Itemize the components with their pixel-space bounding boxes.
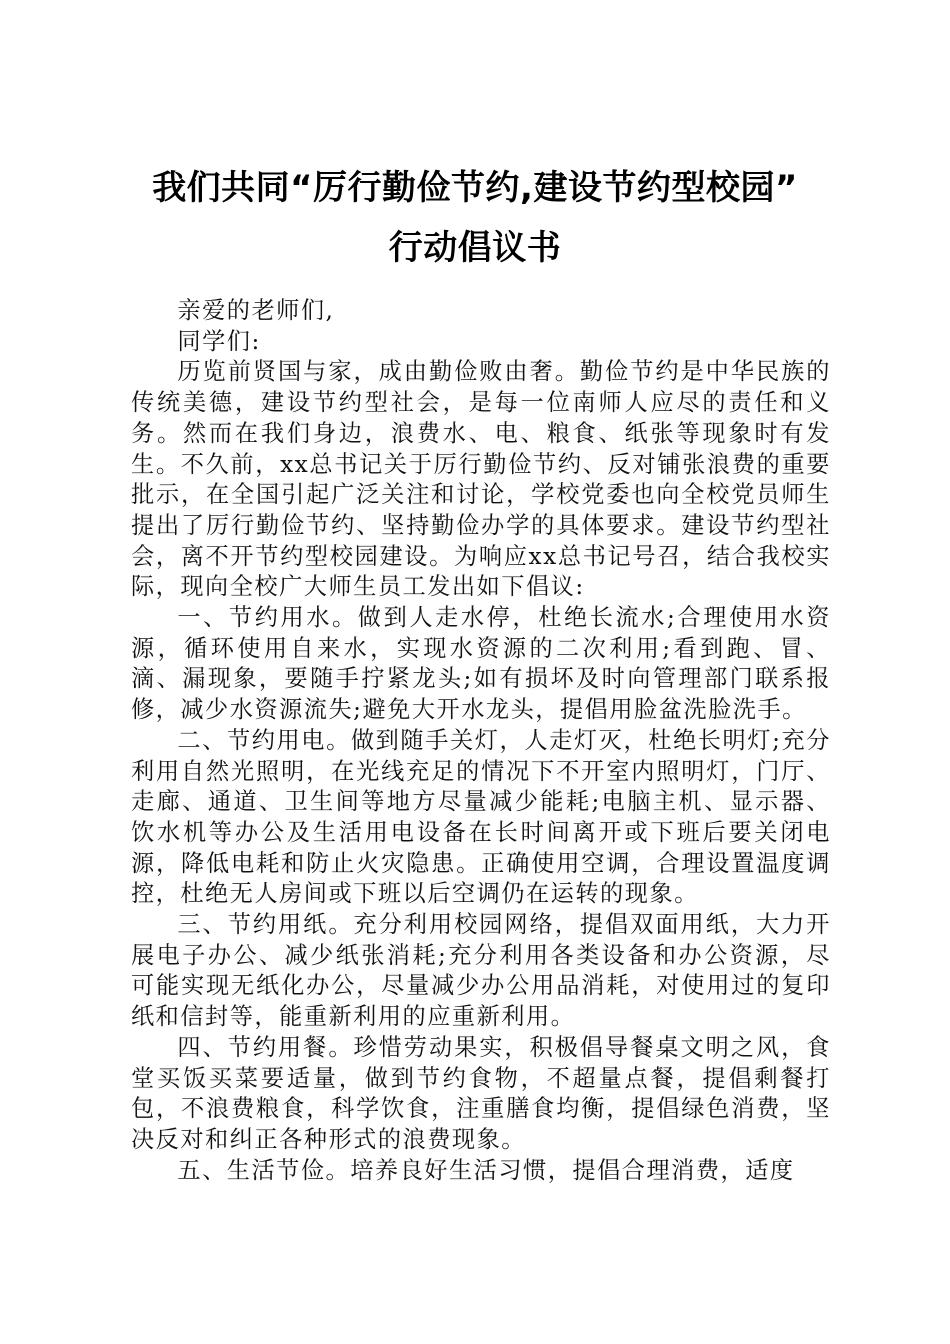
- document-title-line-2: 行动倡议书: [388, 228, 562, 268]
- paragraph-intro: 历览前贤国与家，成由勤俭败由奢。勤俭节约是中华民族的传统美德，建设节约型社会，是每一位南师人应尽的责任和义务。然而在我们身边，浪费水、电、粮食、纸张等现象时有发生。不久前，xx总书记关于厉行勤俭节约、反对铺张浪费的重要批示，在全国引起广泛关注和讨论，学校党委也向全校党员师生提出了厉行勤俭节约、坚持勤俭办学的具体要求。建设节约型社会，离不开节约型校园建设。为响应xx总书记号召，结合我校实际，现向全校广大师生员工发出如下倡议:: [131, 358, 831, 601]
- greeting-line-1: 亲爱的老师们,: [177, 297, 335, 324]
- paragraph-save-electricity: 二、节约用电。做到随手关灯，人走灯灭，杜绝长明灯;充分利用自然光照明，在光线充足的情况下不开室内照明灯，门厅、走廊、通道、卫生间等地方尽量减少能耗;电脑主机、显示器、饮水机等办公及生活用电设备在长时间离开或下班后要关闭电源，降低电耗和防止火灾隐患。正确使用空调，合理设置温度调控，杜绝无人房间或下班以后空调仍在运转的现象。: [131, 726, 831, 908]
- paragraph-frugal-living: 五、生活节俭。培养良好生活习惯，提倡合理消费，适度: [177, 1156, 795, 1184]
- paragraph-save-water: 一、节约用水。做到人走水停，杜绝长流水;合理使用水资源，循环使用自来水，实现水资源的二次利用;看到跑、冒、滴、漏现象，要随手拧紧龙头;如有损坏及时向管理部门联系报修，减少水资源流失;避免大开水龙头，提倡用脸盆洗脸洗手。: [131, 604, 831, 724]
- paragraph-save-paper: 三、节约用纸。充分利用校园网络，提倡双面用纸，大力开展电子办公、减少纸张消耗;充分利用各类设备和办公资源，尽可能实现无纸化办公，尽量减少办公用品消耗，对使用过的复印纸和信封等，能重新利用的应重新利用。: [131, 911, 831, 1031]
- greeting-line-2: 同学们:: [177, 327, 261, 355]
- document-title-line-1: 我们共同“厉行勤俭节约,建设节约型校园”: [152, 168, 798, 208]
- document-body: [131, 296, 831, 1186]
- paragraph-save-food: 四、节约用餐。珍惜劳动果实，积极倡导餐桌文明之风，食堂买饭买菜要适量，做到节约食物，不超量点餐，提倡剩餐打包，不浪费粮食，科学饮食，注重膳食均衡，提倡绿色消费，坚决反对和纠正各种形式的浪费现象。: [131, 1033, 831, 1153]
